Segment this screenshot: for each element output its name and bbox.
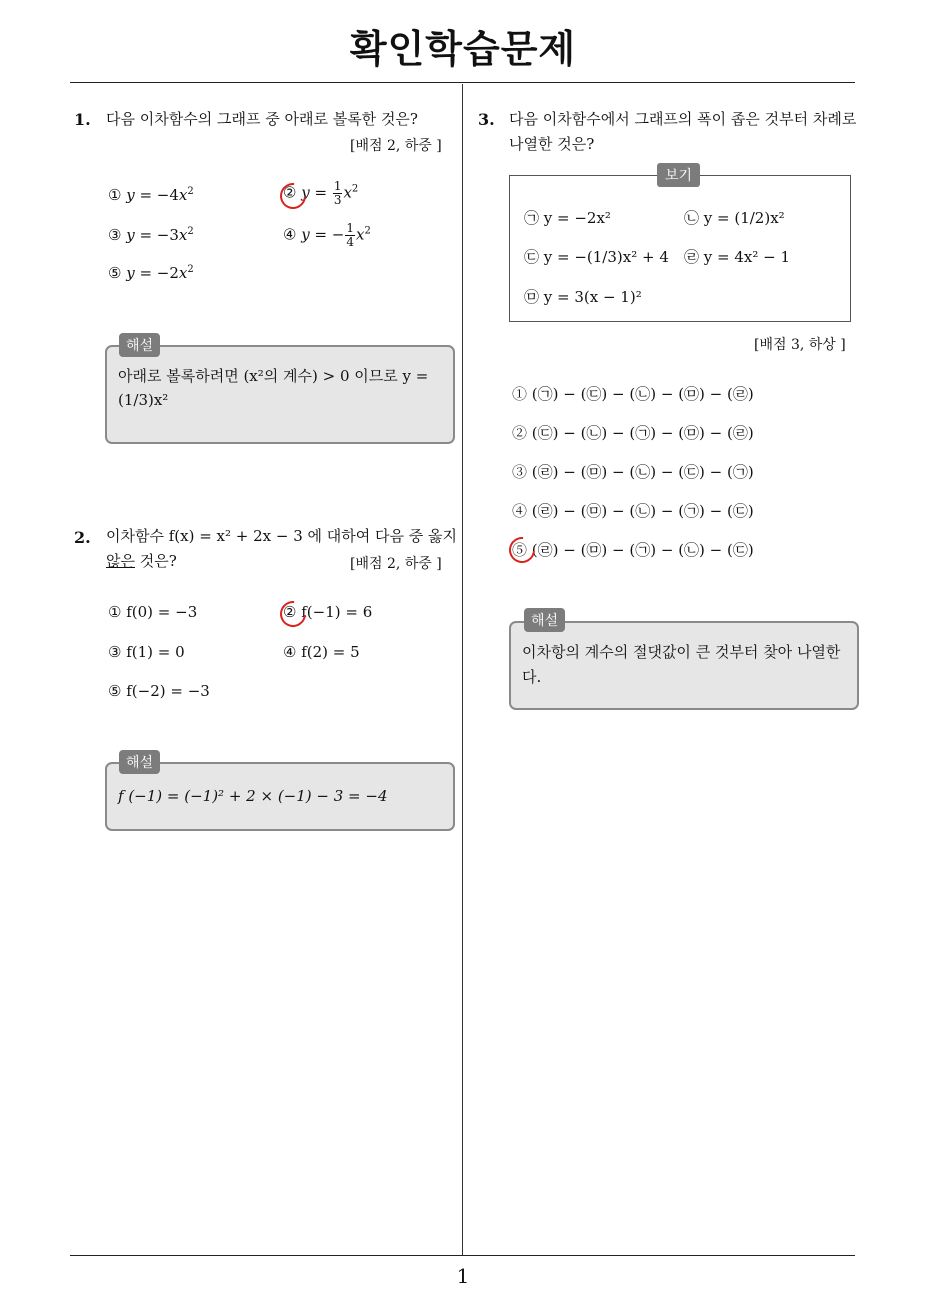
column-divider bbox=[462, 84, 463, 1256]
q2-text-rest: 것은? bbox=[134, 552, 177, 570]
q3-bogi-item-3: ㉢ y = −(1/3)x² + 4 bbox=[524, 248, 669, 266]
option-label: ④ bbox=[283, 225, 302, 244]
q3-meta: [배점 3, 하상 ] bbox=[754, 337, 846, 353]
q3-option-5[interactable]: ⑤ (㉣) − (㉤) − (㉠) − (㉡) − (㉢) bbox=[512, 541, 754, 559]
q2-number: 2. bbox=[74, 528, 91, 547]
q3-option-4[interactable]: ④ (㉣) − (㉤) − (㉡) − (㉠) − (㉢) bbox=[512, 502, 754, 520]
q3-bogi-item-4: ㉣ y = 4x² − 1 bbox=[684, 248, 791, 266]
q1-option-5[interactable]: ⑤ $y = -2x^2$ bbox=[108, 264, 194, 282]
option-label: ③ bbox=[108, 226, 127, 244]
q2-option-3[interactable]: ③ f(1) = 0 bbox=[108, 643, 185, 661]
q3-bogi-item-2: ㉡ y = (1/2)x² bbox=[684, 209, 785, 227]
q2-text-line2 bbox=[106, 548, 177, 574]
answer-mark-icon bbox=[275, 596, 312, 633]
q3-number: 3. bbox=[478, 110, 495, 129]
q2-meta: [배점 2, 하중 ] bbox=[350, 556, 442, 572]
q2-option-1[interactable]: ① f(0) = −3 bbox=[108, 603, 198, 621]
q1-option-1[interactable]: ① $y = -4x^2$ bbox=[108, 186, 194, 204]
q2-underlined-word: 않은 bbox=[106, 552, 135, 570]
header-rule bbox=[70, 82, 855, 83]
q2-solution-label: 해설 bbox=[119, 750, 160, 774]
q1-solution-label: 해설 bbox=[119, 333, 160, 357]
answer-mark-icon bbox=[504, 532, 541, 569]
q3-bogi-item-5: ㉤ y = 3(x − 1)² bbox=[524, 288, 642, 306]
q1-number: 1. bbox=[74, 110, 91, 129]
q2-option-4[interactable]: ④ f(2) = 5 bbox=[283, 643, 360, 661]
q2-solution-line1: f (−1) = (−1)² + 2 × (−1) − 3 = −4 bbox=[118, 787, 388, 805]
q2-text-line1: 이차함수 f(x) = x² + 2x − 3 에 대하여 다음 중 옳지 bbox=[106, 527, 458, 545]
q3-solution-line2: 다. bbox=[522, 668, 542, 686]
option-label: ⑤ bbox=[108, 264, 127, 282]
q2-option-2[interactable]: ② f(−1) = 6 bbox=[283, 603, 373, 621]
q3-solution-label: 해설 bbox=[524, 608, 565, 632]
q3-solution-box bbox=[509, 621, 859, 710]
q1-meta: [배점 2, 하중 ] bbox=[350, 138, 442, 154]
q1-option-3[interactable]: ③ $y = -3x^2$ bbox=[108, 226, 194, 244]
q3-solution-line1: 이차항의 계수의 절댓값이 큰 것부터 찾아 나열한 bbox=[522, 643, 841, 661]
q3-bogi-item-1: ㉠ y = −2x² bbox=[524, 209, 611, 227]
q3-text-line1: 다음 이차함수에서 그래프의 폭이 좁은 것부터 차례로 bbox=[509, 110, 857, 128]
option-label: ② bbox=[283, 183, 302, 202]
footer-rule bbox=[70, 1255, 855, 1256]
q3-bogi-label: 보기 bbox=[657, 163, 700, 187]
option-label: ① bbox=[108, 186, 127, 204]
q3-option-2[interactable]: ② (㉢) − (㉡) − (㉠) − (㉤) − (㉣) bbox=[512, 424, 754, 442]
q1-option-4[interactable]: ④ y = − $\frac{1}{4}$ $x^2$ bbox=[283, 221, 371, 249]
q1-solution-line1: 아래로 볼록하려면 (x²의 계수) > 0 이므로 y = bbox=[118, 367, 429, 385]
page-number: 1 bbox=[456, 1264, 470, 1288]
page-title: 확인학습문제 bbox=[349, 27, 577, 71]
q1-text: 다음 이차함수의 그래프 중 아래로 볼록한 것은? bbox=[106, 110, 418, 128]
q3-text-line2: 나열한 것은? bbox=[509, 135, 595, 153]
q1-solution-line2: (1/3)x² bbox=[118, 391, 169, 409]
q1-option-2[interactable]: ② y = $\frac{1}{3}$ $x^2$ bbox=[283, 179, 359, 207]
q3-option-1[interactable]: ① (㉠) − (㉢) − (㉡) − (㉤) − (㉣) bbox=[512, 385, 754, 403]
q2-option-5[interactable]: ⑤ f(−2) = −3 bbox=[108, 682, 210, 700]
q3-option-3[interactable]: ③ (㉣) − (㉤) − (㉡) − (㉢) − (㉠) bbox=[512, 463, 754, 481]
